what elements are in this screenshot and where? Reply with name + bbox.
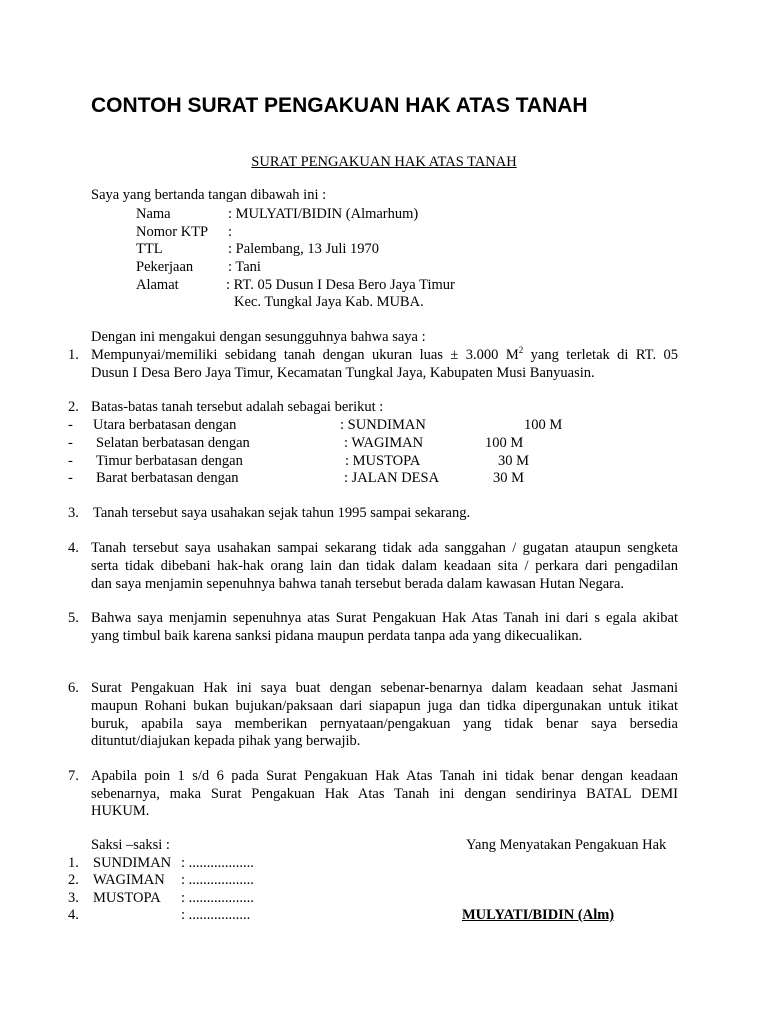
item2-text: Batas-batas tanah tersebut adalah sebagai berikut :	[91, 399, 384, 415]
item7-line2: sebenarnya, maka Surat Pengakuan Hak Atas Tanah ini dengan sendirinya BATAL DEMI	[91, 786, 678, 802]
witness-name: SUNDIMAN	[93, 855, 172, 871]
identity-value-job: : Tani	[228, 259, 261, 275]
border-label: Utara berbatasan dengan	[93, 417, 237, 433]
witnesses-heading: Saksi –saksi :	[91, 837, 170, 853]
item-number: 7.	[68, 768, 79, 784]
item3-text: Tanah tersebut saya usahakan sejak tahun 1995 sampai sekarang.	[93, 505, 471, 521]
signatory-name: MULYATI/BIDIN (Alm)	[462, 907, 615, 923]
intro-text: Saya yang bertanda tangan dibawah ini :	[91, 187, 327, 203]
witness-name: WAGIMAN	[93, 872, 165, 888]
border-dash: -	[68, 453, 73, 469]
item-number: 6.	[68, 680, 79, 696]
item1-text-after: yang terletak di RT. 05	[523, 347, 678, 363]
item-number: 2.	[68, 399, 79, 415]
border-size: 100 M	[524, 417, 563, 433]
item5-line2: yang timbul baik karena sanksi pidana maupun perdata tanpa ada yang dikecualikan.	[91, 628, 583, 644]
witness-signature-line: : .................	[181, 907, 251, 923]
item4-line2: serta tidak dibebani hak-hak orang lain dan tidak dalam keadaan sita / perkara dari pengadilan	[91, 558, 678, 574]
witness-name: MUSTOPA	[93, 890, 161, 906]
border-label: Timur berbatasan dengan	[96, 453, 243, 469]
item4-line1: Tanah tersebut saya usahakan sampai sekarang tidak ada sanggahan / gugatan ataupun sengketa	[91, 540, 678, 556]
identity-address-line2: Kec. Tungkal Jaya Kab. MUBA.	[234, 294, 424, 310]
item-number: 5.	[68, 610, 79, 626]
border-label: Barat berbatasan dengan	[96, 470, 239, 486]
identity-label-address: Alamat	[136, 277, 179, 293]
border-name: : WAGIMAN	[344, 435, 424, 451]
item5-line1: Bahwa saya menjamin sepenuhnya atas Surat Pengakuan Hak Atas Tanah ini dari s egala akibat	[91, 610, 678, 626]
declaration-intro: Dengan ini mengakui dengan sesungguhnya bahwa saya :	[91, 329, 426, 345]
signature-heading: Yang Menyatakan Pengakuan Hak	[466, 837, 667, 853]
border-label: Selatan berbatasan dengan	[96, 435, 250, 451]
witness-signature-line: : ..................	[181, 855, 254, 871]
item7-line3: HUKUM.	[91, 803, 150, 819]
item1-line2: Dusun I Desa Bero Jaya Timur, Kecamatan Tungkal Jaya, Kabupaten Musi Banyuasin.	[91, 365, 595, 381]
identity-value-address: : RT. 05 Dusun I Desa Bero Jaya Timur	[226, 277, 455, 293]
border-name: : SUNDIMAN	[340, 417, 426, 433]
identity-label-ktp: Nomor KTP	[136, 224, 209, 240]
item1-line1	[91, 346, 678, 364]
identity-value-ttl: : Palembang, 13 Juli 1970	[228, 241, 380, 257]
item7-line1: Apabila poin 1 s/d 6 pada Surat Pengakuan Hak Atas Tanah ini tidak benar dengan keadaan	[91, 768, 678, 784]
border-size: 30 M	[498, 453, 530, 469]
page-title: CONTOH SURAT PENGAKUAN HAK ATAS TANAH	[91, 94, 588, 117]
border-dash: -	[68, 470, 73, 486]
item1-superscript: 2	[518, 345, 524, 355]
letter-subtitle: SURAT PENGAKUAN HAK ATAS TANAH	[251, 154, 517, 170]
item6-line4: dituntut/diajukan kepada pihak yang berwajib.	[91, 733, 361, 749]
identity-label-job: Pekerjaan	[136, 259, 194, 275]
identity-label-ttl: TTL	[136, 241, 163, 257]
border-dash: -	[68, 435, 73, 451]
identity-value-ktp: :	[228, 224, 233, 240]
item1-text-before: Mempunyai/memiliki sebidang tanah dengan ukuran luas ± 3.000 M	[91, 347, 519, 363]
witness-number: 4.	[68, 907, 79, 923]
item6-line1: Surat Pengakuan Hak ini saya buat dengan sebenar-benarnya dalam keadaan sehat Jasmani	[91, 680, 678, 696]
item-number: 1.	[68, 347, 79, 363]
item-number: 4.	[68, 540, 79, 556]
border-dash: -	[68, 417, 73, 433]
witness-signature-line: : ..................	[181, 890, 254, 906]
item6-line2: maupun Rohani bukan bujukan/paksaan dari siapapun juga dan tidka dipergunakan untuk itikat	[91, 698, 678, 714]
border-name: : JALAN DESA	[344, 470, 440, 486]
identity-label-name: Nama	[136, 206, 171, 222]
witness-signature-line: : ..................	[181, 872, 254, 888]
witness-number: 2.	[68, 872, 79, 888]
item4-line3: dan saya menjamin sepenuhnya bahwa tanah tersebut berada dalam kawasan Hutan Negara.	[91, 576, 625, 592]
identity-value-name: : MULYATI/BIDIN (Almarhum)	[228, 206, 419, 222]
item6-line3: buruk, apabila saya memberikan pernyataan/pengakuan yang tidak benar saya bersedia	[91, 716, 678, 732]
border-size: 100 M	[485, 435, 524, 451]
witness-number: 3.	[68, 890, 79, 906]
item-number: 3.	[68, 505, 79, 521]
border-size: 30 M	[493, 470, 525, 486]
witness-number: 1.	[68, 855, 79, 871]
border-name: : MUSTOPA	[345, 453, 421, 469]
